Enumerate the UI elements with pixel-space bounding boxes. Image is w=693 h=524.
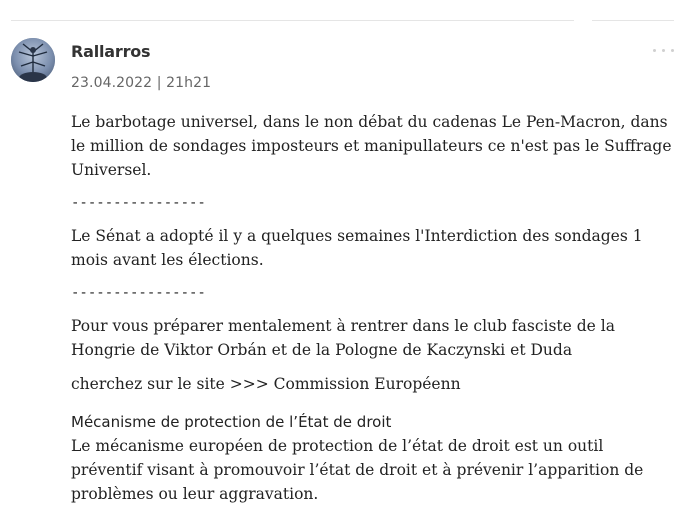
more-dot xyxy=(662,49,665,52)
comment-paragraph-2: Le Sénat a adopté il y a quelques semaines l'Interdiction des sondages 1 mois avant les élections. xyxy=(71,227,643,269)
comment-body xyxy=(71,110,677,516)
comment-author[interactable]: Rallarros xyxy=(71,42,151,61)
comment-paragraph-5: Le mécanisme européen de protection de l’état de droit est un outil préventif visant à promouvoir l’état de droit et à prévenir l’apparition de problèmes ou leur aggravation. xyxy=(71,437,644,503)
avatar-image xyxy=(11,38,55,82)
comment-paragraph-1: Le barbotage universel, dans le non débat du cadenas Le Pen-Macron, dans le million de sondages imposteurs et manipullateurs ce n'est pas le Suffrage Universel. xyxy=(71,113,672,179)
comment-paragraph-4: cherchez sur le site >>> Commission Européenn xyxy=(71,375,461,393)
comment-separator-1: ---------------- xyxy=(71,195,206,211)
comment-separator-2: ---------------- xyxy=(71,285,206,301)
avatar[interactable] xyxy=(11,38,55,82)
comment-subheading: Mécanisme de protection de l’État de droit xyxy=(71,413,392,431)
top-divider xyxy=(11,20,574,21)
more-dot xyxy=(653,49,656,52)
more-options-icon[interactable] xyxy=(620,44,674,56)
more-dot xyxy=(671,49,674,52)
comment-paragraph-3: Pour vous préparer mentalement à rentrer dans le club fasciste de la Hongrie de Viktor Orbán et de la Pologne de Kaczynski et Duda xyxy=(71,317,615,359)
top-divider-right xyxy=(592,20,674,21)
comment-timestamp: 23.04.2022 | 21h21 xyxy=(71,75,212,91)
